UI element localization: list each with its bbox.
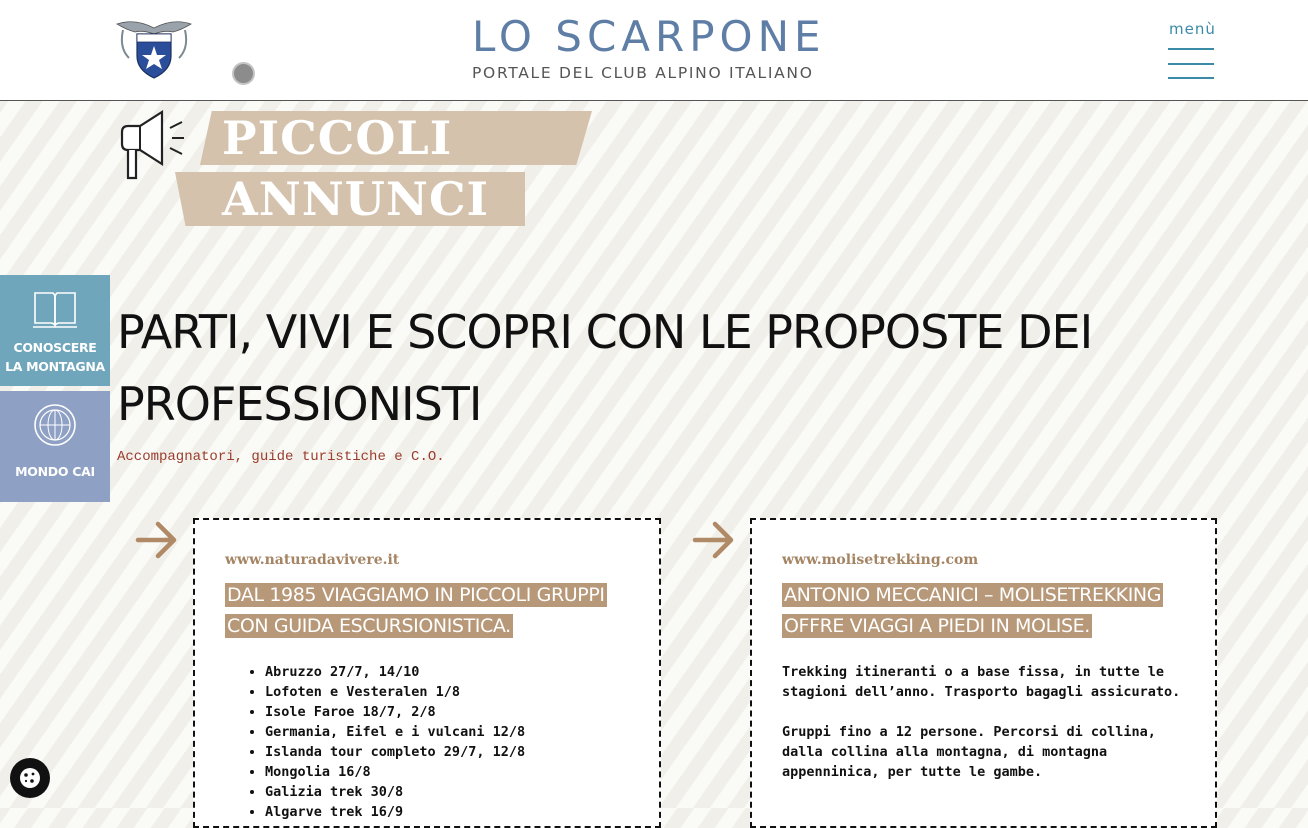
ad-description <box>782 662 1202 802</box>
section-title-line2: ANNUNCI <box>222 172 490 226</box>
arrow-right-icon <box>693 520 737 560</box>
hamburger-bar-icon <box>1168 63 1214 65</box>
megaphone-icon <box>118 110 188 182</box>
cookie-settings-button[interactable] <box>10 758 50 798</box>
brand-title[interactable]: LO SCARPONE <box>472 12 826 61</box>
tab-label: CONOSCERE LA MONTAGNA <box>5 340 105 374</box>
site-header <box>0 0 1308 101</box>
list-item: • Germania, Eifel e i vulcani 12/8 <box>265 722 525 742</box>
page-subtitle: Accompagnatori, guide turistiche e C.O. <box>117 449 445 465</box>
ad-paragraph: Trekking itineranti o a base fissa, in tutte le stagioni dell’anno. Trasporto bagagli assicurato. <box>782 664 1181 700</box>
ad-paragraph: Gruppi fino a 12 persone. Percorsi di collina, dalla collina alla montagna, di montagna appenninica, per tutte le gambe. <box>782 724 1156 780</box>
list-item: • Algarve trek 16/9 <box>265 802 525 822</box>
ad-card <box>193 518 661 828</box>
menu-label: menù <box>1169 20 1216 38</box>
globe-icon <box>31 403 79 447</box>
menu-button[interactable] <box>1166 18 1218 82</box>
book-icon <box>31 287 79 331</box>
cookie-icon <box>18 766 42 790</box>
list-item: • Isole Faroe 18/7, 2/8 <box>265 702 525 722</box>
list-item: • Islanda tour completo 29/7, 12/8 <box>265 742 525 762</box>
page-headline: PARTI, VIVI E SCOPRI CON LE PROPOSTE DEI PROFESSIONISTI <box>117 305 1093 431</box>
ad-title <box>782 580 1192 642</box>
list-item: • Lofoten e Vesteralen 1/8 <box>265 682 525 702</box>
section-title-line1: PICCOLI <box>222 111 453 165</box>
tab-conoscere-la-montagna[interactable] <box>0 275 110 386</box>
ad-website-link[interactable]: www.molisetrekking.com <box>782 552 979 568</box>
ad-card <box>750 518 1217 828</box>
brand-subtitle: PORTALE DEL CLUB ALPINO ITALIANO <box>472 64 814 82</box>
tab-label: MONDO CAI <box>15 464 95 479</box>
ad-title-text: DAL 1985 VIAGGIAMO IN PICCOLI GRUPPI CON GUIDA ESCURSIONISTICA. <box>227 584 605 637</box>
ad-website-link[interactable]: www.naturadavivere.it <box>225 552 400 568</box>
hamburger-bar-icon <box>1168 77 1214 79</box>
ad-trip-list <box>265 662 525 822</box>
cai-logo[interactable] <box>115 18 193 80</box>
status-dot <box>232 62 255 85</box>
hamburger-bar-icon <box>1168 48 1214 50</box>
tab-mondo-cai[interactable] <box>0 391 110 502</box>
list-item: • Galizia trek 30/8 <box>265 782 525 802</box>
ad-title <box>225 580 635 642</box>
list-item: • Mongolia 16/8 <box>265 762 525 782</box>
ad-title-text: ANTONIO MECCANICI – MOLISETREKKING OFFRE VIAGGI A PIEDI IN MOLISE. <box>784 584 1162 637</box>
list-item: • Abruzzo 27/7, 14/10 <box>265 662 525 682</box>
arrow-right-icon <box>136 520 180 560</box>
